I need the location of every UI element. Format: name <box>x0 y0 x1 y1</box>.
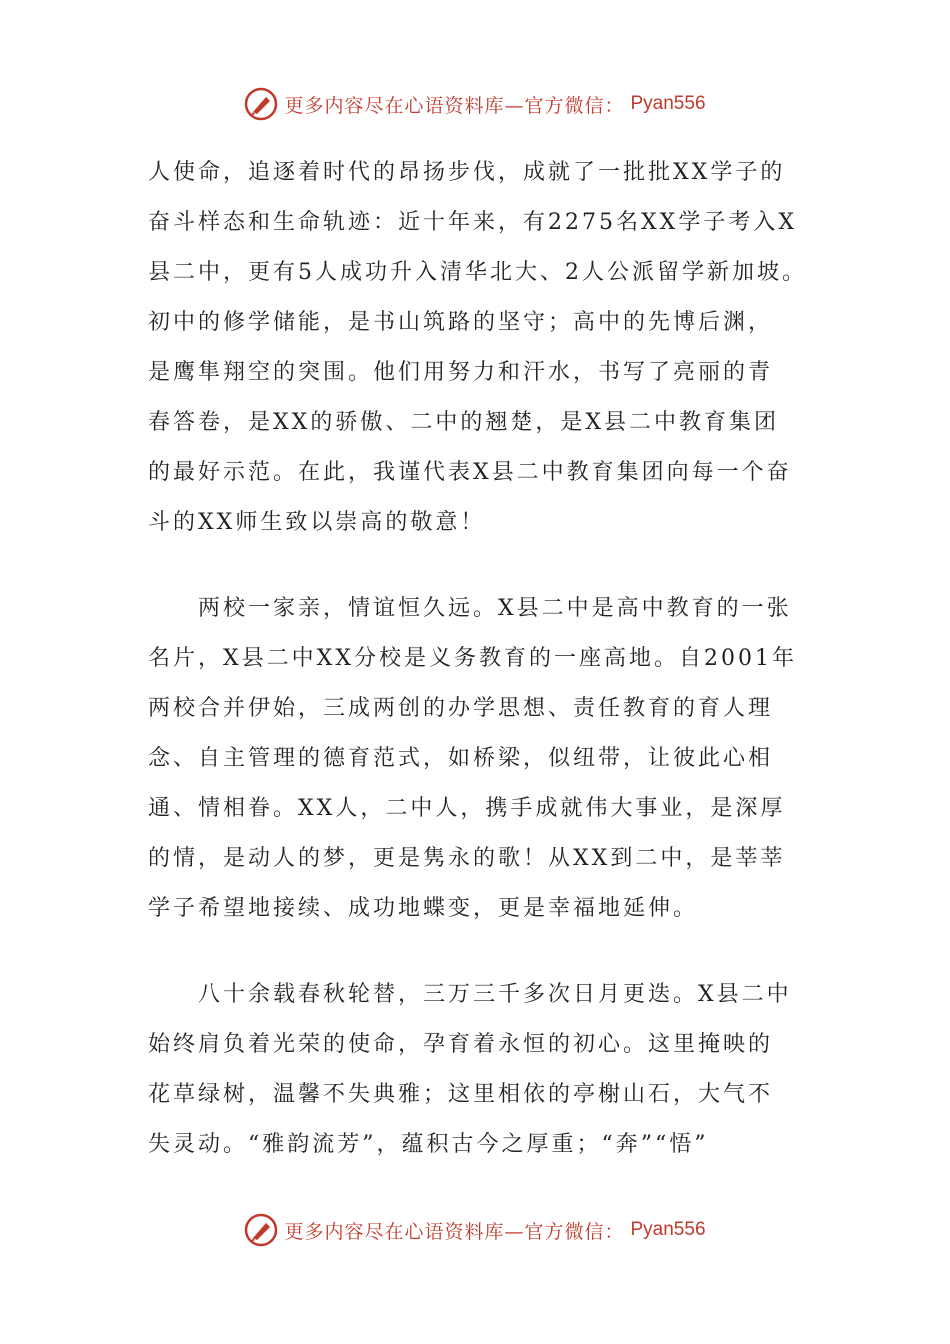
text-line: 两校合并伊始，三成两创的办学思想、责任教育的育人理 <box>148 696 774 721</box>
banner-text: 更多内容尽在心语资料库—官方微信： <box>284 94 625 117</box>
banner-wechat-id: Pyan556 <box>630 93 706 114</box>
text-line: 学子希望地接续、成功地蝶变，更是幸福地延伸。 <box>148 896 699 921</box>
text-line: 的情，是动人的梦，更是隽永的歌！从XX到二中，是莘莘 <box>148 846 786 871</box>
pen-logo-icon <box>244 87 278 121</box>
paragraph-gap <box>148 934 828 970</box>
text-line: 人使命，追逐着时代的昂扬步伐，成就了一批批XX学子的 <box>148 160 786 185</box>
text-line: 失灵动。“雅韵流芳”，蕴积古今之厚重；“奔”“悟” <box>148 1132 709 1157</box>
footer-banner <box>0 1210 950 1250</box>
text-line: 斗的XX师生致以崇高的敬意！ <box>148 510 486 535</box>
pen-logo-icon <box>244 1213 278 1247</box>
text-line: 花草绿树，温馨不失典雅；这里相依的亭榭山石，大气不 <box>148 1082 774 1107</box>
paragraph-3 <box>148 970 828 1170</box>
text-line: 八十余载春秋轮替，三万三千多次日月更迭。X县二中 <box>148 982 792 1007</box>
text-line: 名片，X县二中XX分校是义务教育的一座高地。自2001年 <box>148 646 797 671</box>
text-line: 念、自主管理的德育范式，如桥梁，似纽带，让彼此心相 <box>148 746 774 771</box>
document-body <box>148 148 828 1170</box>
text-line: 初中的修学储能，是书山筑路的坚守；高中的先博后渊， <box>148 310 774 335</box>
text-line: 两校一家亲，情谊恒久远。X县二中是高中教育的一张 <box>148 596 792 621</box>
header-banner <box>0 84 950 124</box>
text-line: 始终肩负着光荣的使命，孕育着永恒的初心。这里掩映的 <box>148 1032 774 1057</box>
paragraph-2 <box>148 584 828 934</box>
text-line: 春答卷，是XX的骄傲、二中的翘楚，是X县二中教育集团 <box>148 410 779 435</box>
text-line: 的最好示范。在此，我谨代表X县二中教育集团向每一个奋 <box>148 460 792 485</box>
text-line: 奋斗样态和生命轨迹：近十年来，有2275名XX学子考入X <box>148 210 797 235</box>
text-line: 是鹰隼翔空的突围。他们用努力和汗水，书写了亮丽的青 <box>148 360 774 385</box>
banner-wechat-id: Pyan556 <box>630 1219 706 1240</box>
paragraph-gap <box>148 548 828 584</box>
banner-text: 更多内容尽在心语资料库—官方微信： <box>284 1220 625 1243</box>
paragraph-1 <box>148 148 828 548</box>
text-line: 通、情相眷。XX人，二中人，携手成就伟大事业，是深厚 <box>148 796 786 821</box>
text-line: 县二中，更有5人成功升入清华北大、2人公派留学新加坡。 <box>148 260 807 285</box>
